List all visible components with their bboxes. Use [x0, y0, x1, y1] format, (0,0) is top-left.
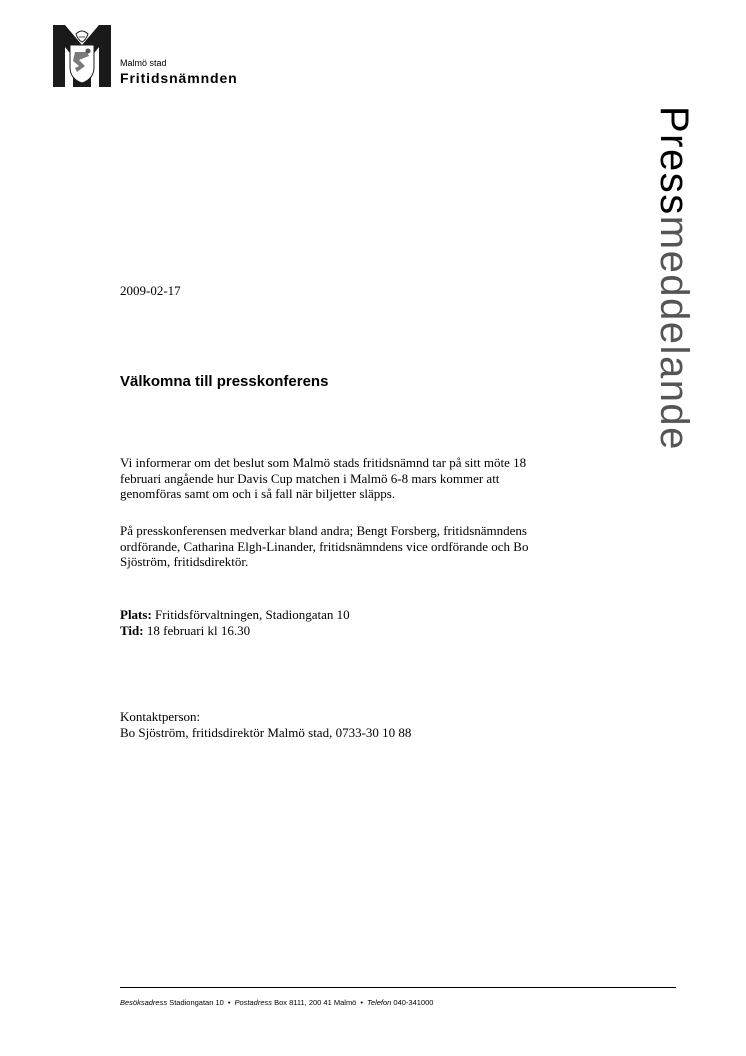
- paragraph-line: genomföras samt om och i så fall när biljetter släpps.: [120, 486, 396, 501]
- malmo-coat-of-arms-icon: [53, 25, 111, 87]
- time-line: [120, 623, 350, 639]
- paragraph-line: Sjöström, fritidsdirektör.: [120, 554, 249, 569]
- page-title: Välkomna till presskonferens: [120, 373, 329, 390]
- event-details: [120, 607, 350, 639]
- footer-post-value: Box 8111, 200 41 Malmö: [272, 998, 357, 1007]
- time-value: 18 februari kl 16.30: [143, 623, 251, 638]
- paragraph-line: På presskonferensen medverkar bland andra; Bengt Forsberg, fritidsnämndens: [120, 523, 527, 538]
- side-label-press: Press: [652, 106, 696, 216]
- place-line: [120, 607, 350, 623]
- time-label: Tid:: [120, 623, 144, 638]
- paragraph-info: [120, 455, 600, 502]
- paragraph-line: ordförande, Catharina Elgh-Linander, fritidsnämndens vice ordförande och Bo: [120, 538, 529, 554]
- org-city-name: Malmö stad: [120, 58, 167, 68]
- paragraph-line: Vi informerar om det beslut som Malmö stads fritidsnämnd tar på sitt möte 18: [120, 455, 527, 470]
- pressmeddelande-vertical-label: [650, 106, 698, 451]
- footer-phone-label: Telefon: [367, 998, 392, 1007]
- document-date: 2009-02-17: [120, 283, 181, 298]
- place-value: Fritidsförvaltningen, Stadiongatan 10: [151, 607, 350, 622]
- footer-visit-value: Stadiongatan 10: [167, 998, 224, 1007]
- footer-post-label: Postadress: [234, 998, 272, 1007]
- side-label-meddelande: meddelande: [652, 215, 696, 451]
- footer-bullet: •: [227, 998, 231, 1007]
- contact-label: Kontaktperson:: [120, 709, 201, 724]
- paragraph-participants: [120, 523, 600, 570]
- contact-block: [120, 709, 411, 741]
- footer-address-line: [120, 998, 433, 1008]
- contact-value: Bo Sjöström, fritidsdirektör Malmö stad, 0733-30 10 88: [120, 725, 412, 740]
- footer-bullet: •: [360, 998, 363, 1007]
- paragraph-line: februari angående hur Davis Cup matchen i Malmö 6-8 mars kommer att: [120, 470, 500, 486]
- footer-divider: [120, 987, 676, 988]
- place-label: Plats:: [120, 607, 152, 622]
- footer-phone-value: 040-341000: [391, 998, 434, 1007]
- org-department-name: Fritidsnämnden: [120, 70, 238, 86]
- footer-visit-label: Besöksadress: [120, 998, 168, 1007]
